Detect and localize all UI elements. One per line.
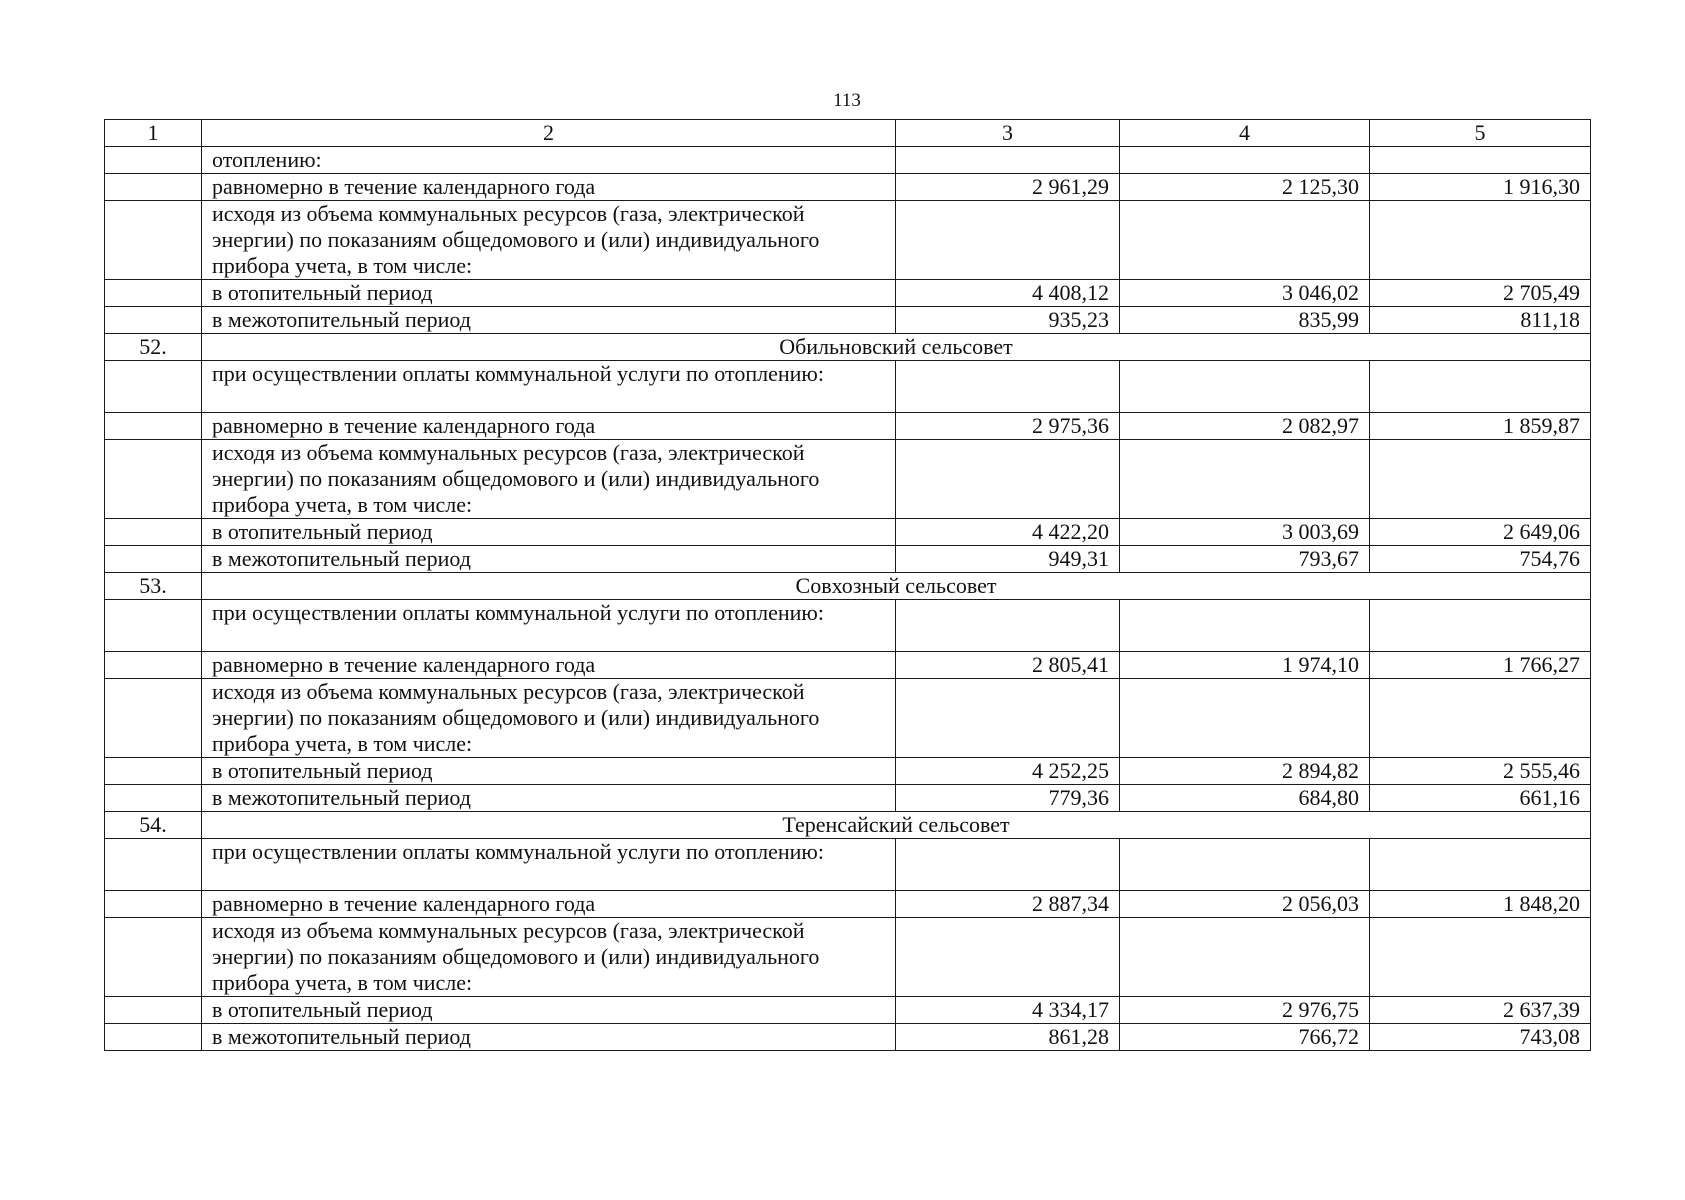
- header-cell-5: 5: [1370, 120, 1591, 147]
- value-cell-5: 661,16: [1370, 785, 1591, 812]
- table-row: [105, 1024, 1591, 1051]
- value-cell-3: 4 252,25: [896, 758, 1120, 785]
- value-cell-5: [1370, 839, 1591, 891]
- value-cell-3: [896, 201, 1120, 280]
- value-cell-5: [1370, 361, 1591, 413]
- value-cell-3: [896, 147, 1120, 174]
- row-label-cell: в отопительный период: [202, 997, 896, 1024]
- value-cell-4: [1120, 679, 1370, 758]
- row-label-cell: в отопительный период: [202, 280, 896, 307]
- row-index-cell: [105, 413, 202, 440]
- value-cell-3: 935,23: [896, 307, 1120, 334]
- value-cell-5: 2 555,46: [1370, 758, 1591, 785]
- value-cell-3: 4 334,17: [896, 997, 1120, 1024]
- row-label-cell: исходя из объема коммунальных ресурсов (газа, электрической энергии) по показаниям общедомового и (или) индивидуального прибора учета, в том числе:: [202, 440, 896, 519]
- table-row: [105, 679, 1591, 758]
- value-cell-5: [1370, 440, 1591, 519]
- row-label-cell: в межотопительный период: [202, 1024, 896, 1051]
- table-row: [105, 891, 1591, 918]
- section-row: [105, 334, 1591, 361]
- row-index-cell: [105, 546, 202, 573]
- table-row: [105, 758, 1591, 785]
- row-index-cell: [105, 440, 202, 519]
- row-label-cell: равномерно в течение календарного года: [202, 891, 896, 918]
- value-cell-5: 2 705,49: [1370, 280, 1591, 307]
- value-cell-3: [896, 679, 1120, 758]
- value-cell-3: 861,28: [896, 1024, 1120, 1051]
- row-index-cell: [105, 652, 202, 679]
- header-row: [105, 120, 1591, 147]
- row-label-cell: исходя из объема коммунальных ресурсов (газа, электрической энергии) по показаниям общедомового и (или) индивидуального прибора учета, в том числе:: [202, 679, 896, 758]
- page-number: 113: [833, 90, 861, 111]
- row-label-cell: равномерно в течение календарного года: [202, 413, 896, 440]
- table-row: [105, 600, 1591, 652]
- table-row: [105, 307, 1591, 334]
- value-cell-5: 2 649,06: [1370, 519, 1591, 546]
- value-cell-4: 766,72: [1120, 1024, 1370, 1051]
- table-row: [105, 918, 1591, 997]
- row-index-cell: [105, 147, 202, 174]
- value-cell-5: 754,76: [1370, 546, 1591, 573]
- row-index-cell: [105, 519, 202, 546]
- value-cell-5: 1 916,30: [1370, 174, 1591, 201]
- value-cell-5: [1370, 147, 1591, 174]
- value-cell-3: 2 887,34: [896, 891, 1120, 918]
- value-cell-4: [1120, 201, 1370, 280]
- value-cell-5: 2 637,39: [1370, 997, 1591, 1024]
- row-label-cell: в межотопительный период: [202, 307, 896, 334]
- table-row: [105, 174, 1591, 201]
- value-cell-5: [1370, 600, 1591, 652]
- row-index-cell: [105, 891, 202, 918]
- row-index-cell: [105, 758, 202, 785]
- row-label-cell: в межотопительный период: [202, 785, 896, 812]
- row-label-cell: в отопительный период: [202, 519, 896, 546]
- header-cell-1: 1: [105, 120, 202, 147]
- value-cell-3: 2 975,36: [896, 413, 1120, 440]
- row-index-cell: [105, 839, 202, 891]
- value-cell-3: 779,36: [896, 785, 1120, 812]
- table-row: [105, 201, 1591, 280]
- row-index-cell: [105, 1024, 202, 1051]
- value-cell-5: 811,18: [1370, 307, 1591, 334]
- row-label-cell: отоплению:: [202, 147, 896, 174]
- value-cell-4: 684,80: [1120, 785, 1370, 812]
- row-index-cell: [105, 307, 202, 334]
- value-cell-3: [896, 918, 1120, 997]
- row-index-cell: [105, 361, 202, 413]
- value-cell-4: [1120, 147, 1370, 174]
- row-index-cell: [105, 201, 202, 280]
- section-number: 53.: [105, 573, 202, 600]
- value-cell-4: 835,99: [1120, 307, 1370, 334]
- row-label-cell: в межотопительный период: [202, 546, 896, 573]
- row-label-cell: равномерно в течение календарного года: [202, 174, 896, 201]
- value-cell-5: [1370, 201, 1591, 280]
- value-cell-5: 1 848,20: [1370, 891, 1591, 918]
- value-cell-4: [1120, 361, 1370, 413]
- row-index-cell: [105, 280, 202, 307]
- value-cell-4: [1120, 839, 1370, 891]
- row-index-cell: [105, 174, 202, 201]
- value-cell-4: [1120, 918, 1370, 997]
- value-cell-3: 2 961,29: [896, 174, 1120, 201]
- value-cell-4: 793,67: [1120, 546, 1370, 573]
- row-label-cell: в отопительный период: [202, 758, 896, 785]
- header-cell-2: 2: [202, 120, 896, 147]
- value-cell-4: 1 974,10: [1120, 652, 1370, 679]
- value-cell-4: [1120, 600, 1370, 652]
- row-index-cell: [105, 679, 202, 758]
- section-row: [105, 812, 1591, 839]
- section-title: Обильновский сельсовет: [202, 334, 1591, 361]
- value-cell-4: 3 046,02: [1120, 280, 1370, 307]
- section-title: Совхозный сельсовет: [202, 573, 1591, 600]
- row-label-cell: при осуществлении оплаты коммунальной услуги по отоплению:: [202, 600, 896, 652]
- row-label-cell: исходя из объема коммунальных ресурсов (газа, электрической энергии) по показаниям общедомового и (или) индивидуального прибора учета, в том числе:: [202, 918, 896, 997]
- value-cell-5: 1 859,87: [1370, 413, 1591, 440]
- table-row: [105, 361, 1591, 413]
- table-row: [105, 546, 1591, 573]
- value-cell-3: [896, 440, 1120, 519]
- section-title: Теренсайский сельсовет: [202, 812, 1591, 839]
- row-label-cell: равномерно в течение календарного года: [202, 652, 896, 679]
- value-cell-4: 2 056,03: [1120, 891, 1370, 918]
- header-cell-4: 4: [1120, 120, 1370, 147]
- table-row: [105, 280, 1591, 307]
- table-row: [105, 413, 1591, 440]
- section-number: 54.: [105, 812, 202, 839]
- value-cell-5: [1370, 679, 1591, 758]
- row-index-cell: [105, 600, 202, 652]
- table-row: [105, 147, 1591, 174]
- table-row: [105, 440, 1591, 519]
- value-cell-4: [1120, 440, 1370, 519]
- value-cell-3: 4 422,20: [896, 519, 1120, 546]
- row-label-cell: при осуществлении оплаты коммунальной услуги по отоплению:: [202, 839, 896, 891]
- value-cell-3: [896, 839, 1120, 891]
- value-cell-4: 2 976,75: [1120, 997, 1370, 1024]
- value-cell-4: 2 894,82: [1120, 758, 1370, 785]
- value-cell-3: 949,31: [896, 546, 1120, 573]
- row-index-cell: [105, 785, 202, 812]
- value-cell-5: [1370, 918, 1591, 997]
- section-number: 52.: [105, 334, 202, 361]
- value-cell-3: 4 408,12: [896, 280, 1120, 307]
- table-row: [105, 997, 1591, 1024]
- row-index-cell: [105, 997, 202, 1024]
- row-index-cell: [105, 918, 202, 997]
- value-cell-3: 2 805,41: [896, 652, 1120, 679]
- value-cell-4: 2 125,30: [1120, 174, 1370, 201]
- value-cell-5: 1 766,27: [1370, 652, 1591, 679]
- table-row: [105, 839, 1591, 891]
- tariff-table: [104, 119, 1591, 1051]
- table-row: [105, 652, 1591, 679]
- header-cell-3: 3: [896, 120, 1120, 147]
- value-cell-4: 3 003,69: [1120, 519, 1370, 546]
- table-row: [105, 519, 1591, 546]
- value-cell-4: 2 082,97: [1120, 413, 1370, 440]
- row-label-cell: исходя из объема коммунальных ресурсов (газа, электрической энергии) по показаниям общедомового и (или) индивидуального прибора учета, в том числе:: [202, 201, 896, 280]
- value-cell-3: [896, 600, 1120, 652]
- row-label-cell: при осуществлении оплаты коммунальной услуги по отоплению:: [202, 361, 896, 413]
- table-row: [105, 785, 1591, 812]
- value-cell-5: 743,08: [1370, 1024, 1591, 1051]
- section-row: [105, 573, 1591, 600]
- value-cell-3: [896, 361, 1120, 413]
